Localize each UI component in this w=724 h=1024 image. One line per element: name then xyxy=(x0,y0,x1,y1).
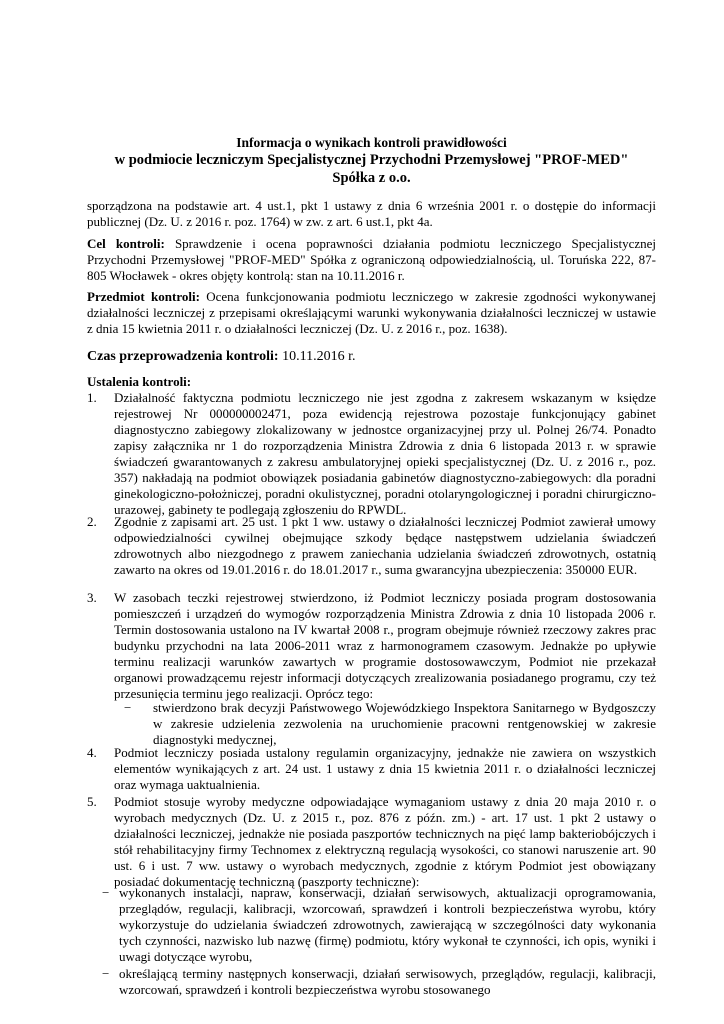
czas-kontroli-value: 10.11.2016 r. xyxy=(278,349,356,364)
przedmiot-kontroli-paragraph xyxy=(87,289,656,337)
cel-kontroli-paragraph xyxy=(87,236,656,284)
item-number: 4. xyxy=(87,745,97,760)
czas-kontroli-line xyxy=(87,348,656,365)
item-number: 3. xyxy=(87,590,97,605)
item-text: Podmiot stosuje wyroby medyczne odpowiadające wymaganiom ustawy z dnia 20 maja 2010 r. o wyrobach medycznych (Dz. U. z 2015 r., poz. 876 z późn. zm.) - art. 17 ust. 1 pkt 2 ustawy o działalności leczniczej, jednakże nie posiada paszportów technicznych na pięć lamp bakteriobójczych i stół rehabilitacyjny firmy Technomex z elektryczną regulacją wysokości, co stanowi naruszenie art. 90 ust. 6 i ust. 7 ww. ustawy o wyrobach medycznych, zgodnie z którym Podmiot jest obowiązany posiadać dokumentację techniczną (paszporty techniczne): xyxy=(114,794,656,889)
item-number: 5. xyxy=(87,794,97,809)
item-number: 1. xyxy=(87,390,97,405)
item-text: Podmiot leczniczy posiada ustalony regulamin organizacyjny, jednakże nie zawiera on wszystkich elementów wynikających z art. 24 ust. 1 ustawy z dnia 15 kwietnia 2011 r. o działalności leczniczej oraz wymaga uaktualnienia. xyxy=(114,745,656,792)
sub-item-dash: − xyxy=(102,885,110,900)
czas-kontroli-label: Czas przeprowadzenia kontroli: xyxy=(87,349,279,364)
document-company: Spółka z o.o. xyxy=(332,170,411,186)
ustalenia-heading: Ustalenia kontroli: xyxy=(87,374,192,389)
item-number: 2. xyxy=(87,514,97,529)
przedmiot-kontroli-label: Przedmiot kontroli: xyxy=(87,289,200,304)
sub-item-text: wykonanych instalacji, napraw, konserwacji, działań serwisowych, aktualizacji oprogramowania, przeglądów, regulacji, kalibracji, wzorcowań, sprawdzeń i kontroli bezpieczeństwa wyrobu, który wykorzystuje do udzielania świadczeń zdrowotnych, zawierającą w szczególności daty wykonania tych czynności, nazwisko lub nazwę (firmę) podmiotu, który wykonał te czynności, ich opis, wyniki i uwagi dotyczące wyrobu, xyxy=(119,885,656,964)
document-subtitle: w podmiocie leczniczym Specjalistycznej Przychodni Przemysłowej "PROF-MED" xyxy=(114,152,629,168)
sub-item-dash: − xyxy=(102,966,110,981)
item-text: W zasobach teczki rejestrowej stwierdzono, iż Podmiot leczniczy posiada program dostosowania pomieszczeń i urządzeń do wymogów rozporządzenia Ministra Zdrowia z dnia 10 listopada 2006 r. Termin dostosowania ustalono na IV kwartał 2008 r., program obejmuje również rzeczowy zakres prac budynku przychodni na lata 2006-2011 wraz z harmonogramem czasowym. Jednakże po upływie terminu realizacji warunków zawartych w programie dostosowawczym, Podmiot nie przekazał organowi prowadzącemu rejestr informacji dotyczących zrealizowania posiadanego programu, czy też przesunięcia terminu jego realizacji. Oprócz tego: xyxy=(114,590,656,701)
sub-item-text: określającą terminy następnych konserwacji, działań serwisowych, przeglądów, regulacji, kalibracji, wzorcowań, sprawdzeń i kontroli bezpieczeństwa wyrobu stosowanego xyxy=(119,966,656,997)
przedmiot-kontroli-text: Ocena funkcjonowania podmiotu leczniczego w zakresie zgodności wykonywanej działalności leczniczej z przepisami określającymi warunki wykonywania działalności leczniczej w ustawie z dnia 15 kwietnia 2011 r. o działalności leczniczej (Dz. U. z 2016 r., poz. 1638). xyxy=(87,289,656,336)
document-title: Informacja o wynikach kontroli prawidłowości xyxy=(236,135,507,150)
item-text: Działalność faktyczna podmiotu leczniczego nie jest zgodna z zakresem wskazanym w księdze rejestrowej Nr 000000002471, poza ewidencją rejestrowa pozostaje funkcjonujący gabinet diagnostyczno zabiegowy zlokalizowany w jednostce organizacyjnej przy ul. Polnej 26/74. Ponadto zapisy załącznika nr 1 do rozporządzenia Ministra Zdrowia z dnia 6 listopada 2013 r. w sprawie świadczeń gwarantowanych z zakresu ambulatoryjnej opieki specjalistycznej (Dz. U. z 2016 r., poz. 357) nakładają na podmiot obowiązek posiadania gabinetów diagnostyczno-zabiegowych: dla poradni ginekologiczno-położniczej, poradni okulistycznej, poradni otolaryngologicznej i poradni chirurgiczno-urazowej, gabinety te podlegają zgłoszeniu do RPWDL. xyxy=(114,390,656,517)
sub-item-dash: − xyxy=(124,700,132,715)
item-text: Zgodnie z zapisami art. 25 ust. 1 pkt 1 ww. ustawy o działalności leczniczej Podmiot zawierał umowy odpowiedzialności cywilnej obejmujące szkody będące następstwem udzielania świadczeń zdrowotnych albo niezgodnego z prawem zaniechania udzielania świadczeń zdrowotnych, ostatnią zawarto na okres od 19.01.2016 r. do 18.01.2017 r., suma gwarancyjna ubezpieczenia: 350000 EUR. xyxy=(114,514,656,577)
cel-kontroli-text: Sprawdzenie i ocena poprawności działania podmiotu leczniczego Specjalistycznej Przychodni Przemysłowej "PROF-MED" Spółka z ograniczoną odpowiedzialnością, ul. Toruńska 222, 87-805 Włocławek - okres objęty kontrolą: stan na 10.11.2016 r. xyxy=(87,236,656,283)
intro-paragraph: sporządzona na podstawie art. 4 ust.1, pkt 1 ustawy z dnia 6 września 2001 r. o dostępie do informacji publicznej (Dz. U. z 2016 r. poz. 1764) w zw. z art. 6 ust.1, pkt 4a. xyxy=(87,198,656,229)
cel-kontroli-label: Cel kontroli: xyxy=(87,236,165,251)
sub-item-text: stwierdzono brak decyzji Państwowego Wojewódzkiego Inspektora Sanitarnego w Bydgoszczy w zakresie udzielenia zezwolenia na uruchomienie pracowni rentgenowskiej w zakresie diagnostyki medycznej, xyxy=(153,700,656,747)
